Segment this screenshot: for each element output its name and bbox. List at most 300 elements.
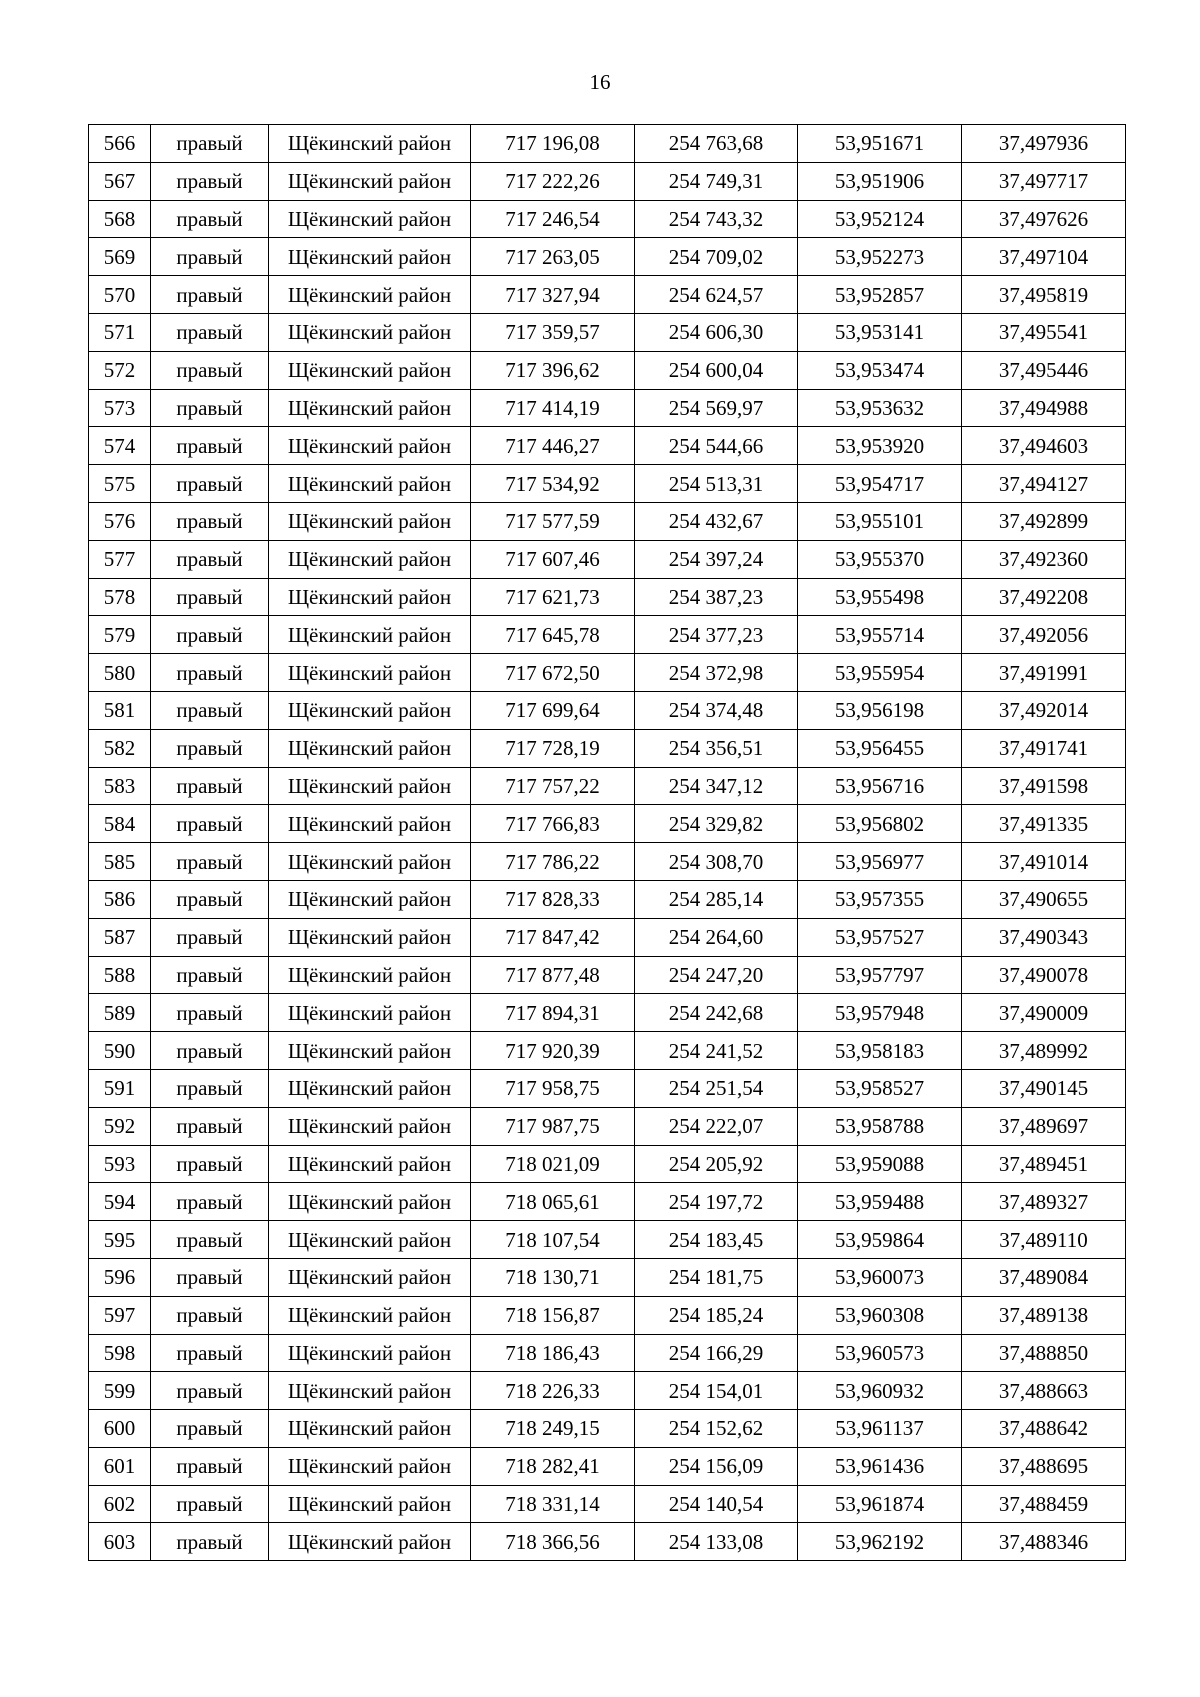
point-number-cell: 596 <box>89 1258 151 1296</box>
y-coordinate-cell: 254 181,75 <box>635 1258 798 1296</box>
y-coordinate-cell: 254 387,23 <box>635 578 798 616</box>
district-cell: Щёкинский район <box>269 427 471 465</box>
latitude-cell: 53,958788 <box>798 1107 962 1145</box>
y-coordinate-cell: 254 709,02 <box>635 238 798 276</box>
longitude-cell: 37,491014 <box>962 843 1126 881</box>
district-cell: Щёкинский район <box>269 1069 471 1107</box>
longitude-cell: 37,489327 <box>962 1183 1126 1221</box>
district-cell: Щёкинский район <box>269 125 471 163</box>
table-row <box>89 427 1126 465</box>
longitude-cell: 37,490655 <box>962 880 1126 918</box>
point-number-cell: 579 <box>89 616 151 654</box>
longitude-cell: 37,494127 <box>962 465 1126 503</box>
bank-side-cell: правый <box>151 1107 269 1145</box>
point-number-cell: 600 <box>89 1410 151 1448</box>
bank-side-cell: правый <box>151 200 269 238</box>
latitude-cell: 53,958183 <box>798 1032 962 1070</box>
bank-side-cell: правый <box>151 540 269 578</box>
table-row <box>89 502 1126 540</box>
longitude-cell: 37,495819 <box>962 276 1126 314</box>
district-cell: Щёкинский район <box>269 880 471 918</box>
longitude-cell: 37,491335 <box>962 805 1126 843</box>
x-coordinate-cell: 718 156,87 <box>471 1296 635 1334</box>
bank-side-cell: правый <box>151 880 269 918</box>
bank-side-cell: правый <box>151 956 269 994</box>
latitude-cell: 53,956802 <box>798 805 962 843</box>
table-row <box>89 994 1126 1032</box>
district-cell: Щёкинский район <box>269 1485 471 1523</box>
y-coordinate-cell: 254 241,52 <box>635 1032 798 1070</box>
district-cell: Щёкинский район <box>269 502 471 540</box>
latitude-cell: 53,960573 <box>798 1334 962 1372</box>
bank-side-cell: правый <box>151 691 269 729</box>
y-coordinate-cell: 254 432,67 <box>635 502 798 540</box>
bank-side-cell: правый <box>151 427 269 465</box>
district-cell: Щёкинский район <box>269 956 471 994</box>
bank-side-cell: правый <box>151 502 269 540</box>
table-row <box>89 767 1126 805</box>
y-coordinate-cell: 254 205,92 <box>635 1145 798 1183</box>
latitude-cell: 53,955101 <box>798 502 962 540</box>
bank-side-cell: правый <box>151 276 269 314</box>
latitude-cell: 53,956198 <box>798 691 962 729</box>
point-number-cell: 585 <box>89 843 151 881</box>
latitude-cell: 53,955714 <box>798 616 962 654</box>
bank-side-cell: правый <box>151 389 269 427</box>
bank-side-cell: правый <box>151 918 269 956</box>
x-coordinate-cell: 717 327,94 <box>471 276 635 314</box>
table-row <box>89 1258 1126 1296</box>
bank-side-cell: правый <box>151 1447 269 1485</box>
x-coordinate-cell: 718 366,56 <box>471 1523 635 1561</box>
latitude-cell: 53,959088 <box>798 1145 962 1183</box>
point-number-cell: 603 <box>89 1523 151 1561</box>
point-number-cell: 568 <box>89 200 151 238</box>
longitude-cell: 37,489084 <box>962 1258 1126 1296</box>
point-number-cell: 586 <box>89 880 151 918</box>
district-cell: Щёкинский район <box>269 1296 471 1334</box>
table-row <box>89 729 1126 767</box>
y-coordinate-cell: 254 377,23 <box>635 616 798 654</box>
x-coordinate-cell: 718 331,14 <box>471 1485 635 1523</box>
x-coordinate-cell: 718 226,33 <box>471 1372 635 1410</box>
bank-side-cell: правый <box>151 1032 269 1070</box>
point-number-cell: 589 <box>89 994 151 1032</box>
y-coordinate-cell: 254 329,82 <box>635 805 798 843</box>
point-number-cell: 574 <box>89 427 151 465</box>
latitude-cell: 53,953632 <box>798 389 962 427</box>
longitude-cell: 37,494988 <box>962 389 1126 427</box>
bank-side-cell: правый <box>151 125 269 163</box>
y-coordinate-cell: 254 763,68 <box>635 125 798 163</box>
latitude-cell: 53,957355 <box>798 880 962 918</box>
longitude-cell: 37,488459 <box>962 1485 1126 1523</box>
point-number-cell: 582 <box>89 729 151 767</box>
district-cell: Щёкинский район <box>269 616 471 654</box>
table-row <box>89 125 1126 163</box>
latitude-cell: 53,961137 <box>798 1410 962 1448</box>
longitude-cell: 37,494603 <box>962 427 1126 465</box>
bank-side-cell: правый <box>151 1296 269 1334</box>
district-cell: Щёкинский район <box>269 389 471 427</box>
y-coordinate-cell: 254 247,20 <box>635 956 798 994</box>
point-number-cell: 572 <box>89 351 151 389</box>
x-coordinate-cell: 717 607,46 <box>471 540 635 578</box>
point-number-cell: 571 <box>89 313 151 351</box>
latitude-cell: 53,953474 <box>798 351 962 389</box>
y-coordinate-cell: 254 197,72 <box>635 1183 798 1221</box>
district-cell: Щёкинский район <box>269 843 471 881</box>
y-coordinate-cell: 254 285,14 <box>635 880 798 918</box>
x-coordinate-cell: 717 621,73 <box>471 578 635 616</box>
latitude-cell: 53,957797 <box>798 956 962 994</box>
latitude-cell: 53,955954 <box>798 654 962 692</box>
table-row <box>89 162 1126 200</box>
district-cell: Щёкинский район <box>269 767 471 805</box>
bank-side-cell: правый <box>151 465 269 503</box>
point-number-cell: 573 <box>89 389 151 427</box>
district-cell: Щёкинский район <box>269 1523 471 1561</box>
point-number-cell: 602 <box>89 1485 151 1523</box>
district-cell: Щёкинский район <box>269 654 471 692</box>
x-coordinate-cell: 717 222,26 <box>471 162 635 200</box>
table-row <box>89 351 1126 389</box>
longitude-cell: 37,491991 <box>962 654 1126 692</box>
point-number-cell: 569 <box>89 238 151 276</box>
district-cell: Щёкинский район <box>269 351 471 389</box>
district-cell: Щёкинский район <box>269 578 471 616</box>
bank-side-cell: правый <box>151 1069 269 1107</box>
y-coordinate-cell: 254 222,07 <box>635 1107 798 1145</box>
y-coordinate-cell: 254 133,08 <box>635 1523 798 1561</box>
y-coordinate-cell: 254 156,09 <box>635 1447 798 1485</box>
table-row <box>89 691 1126 729</box>
page-number: 16 <box>589 70 611 94</box>
bank-side-cell: правый <box>151 616 269 654</box>
x-coordinate-cell: 717 246,54 <box>471 200 635 238</box>
bank-side-cell: правый <box>151 578 269 616</box>
district-cell: Щёкинский район <box>269 918 471 956</box>
point-number-cell: 594 <box>89 1183 151 1221</box>
point-number-cell: 587 <box>89 918 151 956</box>
district-cell: Щёкинский район <box>269 1032 471 1070</box>
coordinates-table <box>88 124 1126 1561</box>
longitude-cell: 37,492360 <box>962 540 1126 578</box>
x-coordinate-cell: 717 263,05 <box>471 238 635 276</box>
point-number-cell: 598 <box>89 1334 151 1372</box>
y-coordinate-cell: 254 152,62 <box>635 1410 798 1448</box>
point-number-cell: 597 <box>89 1296 151 1334</box>
x-coordinate-cell: 717 757,22 <box>471 767 635 805</box>
point-number-cell: 577 <box>89 540 151 578</box>
table-row <box>89 1183 1126 1221</box>
bank-side-cell: правый <box>151 162 269 200</box>
table-body <box>89 125 1126 1561</box>
x-coordinate-cell: 717 958,75 <box>471 1069 635 1107</box>
table-row <box>89 616 1126 654</box>
x-coordinate-cell: 717 877,48 <box>471 956 635 994</box>
longitude-cell: 37,497626 <box>962 200 1126 238</box>
y-coordinate-cell: 254 544,66 <box>635 427 798 465</box>
table-row <box>89 540 1126 578</box>
point-number-cell: 581 <box>89 691 151 729</box>
x-coordinate-cell: 718 249,15 <box>471 1410 635 1448</box>
district-cell: Щёкинский район <box>269 805 471 843</box>
latitude-cell: 53,957948 <box>798 994 962 1032</box>
x-coordinate-cell: 717 446,27 <box>471 427 635 465</box>
longitude-cell: 37,497936 <box>962 125 1126 163</box>
point-number-cell: 566 <box>89 125 151 163</box>
point-number-cell: 601 <box>89 1447 151 1485</box>
table-row <box>89 578 1126 616</box>
latitude-cell: 53,960073 <box>798 1258 962 1296</box>
point-number-cell: 584 <box>89 805 151 843</box>
bank-side-cell: правый <box>151 1334 269 1372</box>
longitude-cell: 37,489110 <box>962 1221 1126 1259</box>
table-row <box>89 956 1126 994</box>
latitude-cell: 53,956455 <box>798 729 962 767</box>
longitude-cell: 37,492056 <box>962 616 1126 654</box>
longitude-cell: 37,489992 <box>962 1032 1126 1070</box>
table-row <box>89 1069 1126 1107</box>
bank-side-cell: правый <box>151 654 269 692</box>
latitude-cell: 53,952124 <box>798 200 962 238</box>
longitude-cell: 37,488695 <box>962 1447 1126 1485</box>
district-cell: Щёкинский район <box>269 1447 471 1485</box>
bank-side-cell: правый <box>151 1145 269 1183</box>
y-coordinate-cell: 254 743,32 <box>635 200 798 238</box>
x-coordinate-cell: 718 021,09 <box>471 1145 635 1183</box>
latitude-cell: 53,953141 <box>798 313 962 351</box>
latitude-cell: 53,960932 <box>798 1372 962 1410</box>
point-number-cell: 588 <box>89 956 151 994</box>
x-coordinate-cell: 717 987,75 <box>471 1107 635 1145</box>
table-row <box>89 238 1126 276</box>
longitude-cell: 37,495541 <box>962 313 1126 351</box>
bank-side-cell: правый <box>151 351 269 389</box>
x-coordinate-cell: 718 130,71 <box>471 1258 635 1296</box>
latitude-cell: 53,956716 <box>798 767 962 805</box>
bank-side-cell: правый <box>151 1372 269 1410</box>
district-cell: Щёкинский район <box>269 200 471 238</box>
point-number-cell: 592 <box>89 1107 151 1145</box>
table-row <box>89 1334 1126 1372</box>
table-row <box>89 276 1126 314</box>
bank-side-cell: правый <box>151 805 269 843</box>
bank-side-cell: правый <box>151 729 269 767</box>
longitude-cell: 37,492899 <box>962 502 1126 540</box>
y-coordinate-cell: 254 140,54 <box>635 1485 798 1523</box>
y-coordinate-cell: 254 600,04 <box>635 351 798 389</box>
y-coordinate-cell: 254 374,48 <box>635 691 798 729</box>
table-row <box>89 654 1126 692</box>
table-row <box>89 880 1126 918</box>
y-coordinate-cell: 254 264,60 <box>635 918 798 956</box>
bank-side-cell: правый <box>151 1221 269 1259</box>
y-coordinate-cell: 254 397,24 <box>635 540 798 578</box>
x-coordinate-cell: 717 534,92 <box>471 465 635 503</box>
latitude-cell: 53,959864 <box>798 1221 962 1259</box>
x-coordinate-cell: 718 186,43 <box>471 1334 635 1372</box>
district-cell: Щёкинский район <box>269 729 471 767</box>
table-row <box>89 1523 1126 1561</box>
x-coordinate-cell: 718 282,41 <box>471 1447 635 1485</box>
longitude-cell: 37,495446 <box>962 351 1126 389</box>
x-coordinate-cell: 717 359,57 <box>471 313 635 351</box>
longitude-cell: 37,491598 <box>962 767 1126 805</box>
x-coordinate-cell: 717 894,31 <box>471 994 635 1032</box>
y-coordinate-cell: 254 183,45 <box>635 1221 798 1259</box>
y-coordinate-cell: 254 749,31 <box>635 162 798 200</box>
district-cell: Щёкинский район <box>269 1258 471 1296</box>
district-cell: Щёкинский район <box>269 540 471 578</box>
latitude-cell: 53,956977 <box>798 843 962 881</box>
point-number-cell: 599 <box>89 1372 151 1410</box>
table-row <box>89 1221 1126 1259</box>
x-coordinate-cell: 717 847,42 <box>471 918 635 956</box>
x-coordinate-cell: 717 728,19 <box>471 729 635 767</box>
x-coordinate-cell: 717 786,22 <box>471 843 635 881</box>
point-number-cell: 595 <box>89 1221 151 1259</box>
district-cell: Щёкинский район <box>269 1107 471 1145</box>
table-row <box>89 389 1126 427</box>
y-coordinate-cell: 254 308,70 <box>635 843 798 881</box>
y-coordinate-cell: 254 185,24 <box>635 1296 798 1334</box>
y-coordinate-cell: 254 347,12 <box>635 767 798 805</box>
latitude-cell: 53,961436 <box>798 1447 962 1485</box>
y-coordinate-cell: 254 356,51 <box>635 729 798 767</box>
x-coordinate-cell: 717 766,83 <box>471 805 635 843</box>
longitude-cell: 37,492208 <box>962 578 1126 616</box>
bank-side-cell: правый <box>151 238 269 276</box>
bank-side-cell: правый <box>151 994 269 1032</box>
longitude-cell: 37,489697 <box>962 1107 1126 1145</box>
table-row <box>89 918 1126 956</box>
bank-side-cell: правый <box>151 1183 269 1221</box>
x-coordinate-cell: 717 672,50 <box>471 654 635 692</box>
latitude-cell: 53,957527 <box>798 918 962 956</box>
x-coordinate-cell: 718 065,61 <box>471 1183 635 1221</box>
longitude-cell: 37,497104 <box>962 238 1126 276</box>
table-row <box>89 1410 1126 1448</box>
latitude-cell: 53,954717 <box>798 465 962 503</box>
table-row <box>89 200 1126 238</box>
x-coordinate-cell: 717 577,59 <box>471 502 635 540</box>
bank-side-cell: правый <box>151 313 269 351</box>
table-row <box>89 805 1126 843</box>
district-cell: Щёкинский район <box>269 1410 471 1448</box>
y-coordinate-cell: 254 606,30 <box>635 313 798 351</box>
longitude-cell: 37,488663 <box>962 1372 1126 1410</box>
y-coordinate-cell: 254 513,31 <box>635 465 798 503</box>
point-number-cell: 583 <box>89 767 151 805</box>
y-coordinate-cell: 254 242,68 <box>635 994 798 1032</box>
district-cell: Щёкинский район <box>269 1372 471 1410</box>
table-row <box>89 843 1126 881</box>
latitude-cell: 53,952273 <box>798 238 962 276</box>
table-row <box>89 465 1126 503</box>
bank-side-cell: правый <box>151 1523 269 1561</box>
point-number-cell: 570 <box>89 276 151 314</box>
district-cell: Щёкинский район <box>269 1183 471 1221</box>
longitude-cell: 37,492014 <box>962 691 1126 729</box>
longitude-cell: 37,491741 <box>962 729 1126 767</box>
y-coordinate-cell: 254 154,01 <box>635 1372 798 1410</box>
latitude-cell: 53,952857 <box>798 276 962 314</box>
table-row <box>89 1032 1126 1070</box>
x-coordinate-cell: 717 699,64 <box>471 691 635 729</box>
x-coordinate-cell: 717 414,19 <box>471 389 635 427</box>
latitude-cell: 53,958527 <box>798 1069 962 1107</box>
y-coordinate-cell: 254 569,97 <box>635 389 798 427</box>
district-cell: Щёкинский район <box>269 313 471 351</box>
y-coordinate-cell: 254 624,57 <box>635 276 798 314</box>
point-number-cell: 580 <box>89 654 151 692</box>
latitude-cell: 53,951671 <box>798 125 962 163</box>
bank-side-cell: правый <box>151 1485 269 1523</box>
table-row <box>89 1145 1126 1183</box>
table-row <box>89 1485 1126 1523</box>
bank-side-cell: правый <box>151 1410 269 1448</box>
x-coordinate-cell: 717 196,08 <box>471 125 635 163</box>
latitude-cell: 53,959488 <box>798 1183 962 1221</box>
latitude-cell: 53,962192 <box>798 1523 962 1561</box>
latitude-cell: 53,961874 <box>798 1485 962 1523</box>
district-cell: Щёкинский район <box>269 691 471 729</box>
x-coordinate-cell: 718 107,54 <box>471 1221 635 1259</box>
longitude-cell: 37,490078 <box>962 956 1126 994</box>
point-number-cell: 576 <box>89 502 151 540</box>
point-number-cell: 593 <box>89 1145 151 1183</box>
district-cell: Щёкинский район <box>269 276 471 314</box>
table-row <box>89 1372 1126 1410</box>
longitude-cell: 37,490145 <box>962 1069 1126 1107</box>
longitude-cell: 37,488642 <box>962 1410 1126 1448</box>
district-cell: Щёкинский район <box>269 1145 471 1183</box>
district-cell: Щёкинский район <box>269 994 471 1032</box>
longitude-cell: 37,488850 <box>962 1334 1126 1372</box>
latitude-cell: 53,955498 <box>798 578 962 616</box>
point-number-cell: 590 <box>89 1032 151 1070</box>
latitude-cell: 53,955370 <box>798 540 962 578</box>
table-row <box>89 313 1126 351</box>
longitude-cell: 37,489451 <box>962 1145 1126 1183</box>
longitude-cell: 37,488346 <box>962 1523 1126 1561</box>
district-cell: Щёкинский район <box>269 162 471 200</box>
x-coordinate-cell: 717 645,78 <box>471 616 635 654</box>
table-row <box>89 1296 1126 1334</box>
longitude-cell: 37,490009 <box>962 994 1126 1032</box>
table-row <box>89 1447 1126 1485</box>
x-coordinate-cell: 717 396,62 <box>471 351 635 389</box>
district-cell: Щёкинский район <box>269 1334 471 1372</box>
district-cell: Щёкинский район <box>269 465 471 503</box>
bank-side-cell: правый <box>151 767 269 805</box>
table-row <box>89 1107 1126 1145</box>
point-number-cell: 567 <box>89 162 151 200</box>
y-coordinate-cell: 254 372,98 <box>635 654 798 692</box>
point-number-cell: 575 <box>89 465 151 503</box>
latitude-cell: 53,953920 <box>798 427 962 465</box>
x-coordinate-cell: 717 828,33 <box>471 880 635 918</box>
x-coordinate-cell: 717 920,39 <box>471 1032 635 1070</box>
longitude-cell: 37,497717 <box>962 162 1126 200</box>
bank-side-cell: правый <box>151 843 269 881</box>
longitude-cell: 37,490343 <box>962 918 1126 956</box>
bank-side-cell: правый <box>151 1258 269 1296</box>
y-coordinate-cell: 254 251,54 <box>635 1069 798 1107</box>
longitude-cell: 37,489138 <box>962 1296 1126 1334</box>
